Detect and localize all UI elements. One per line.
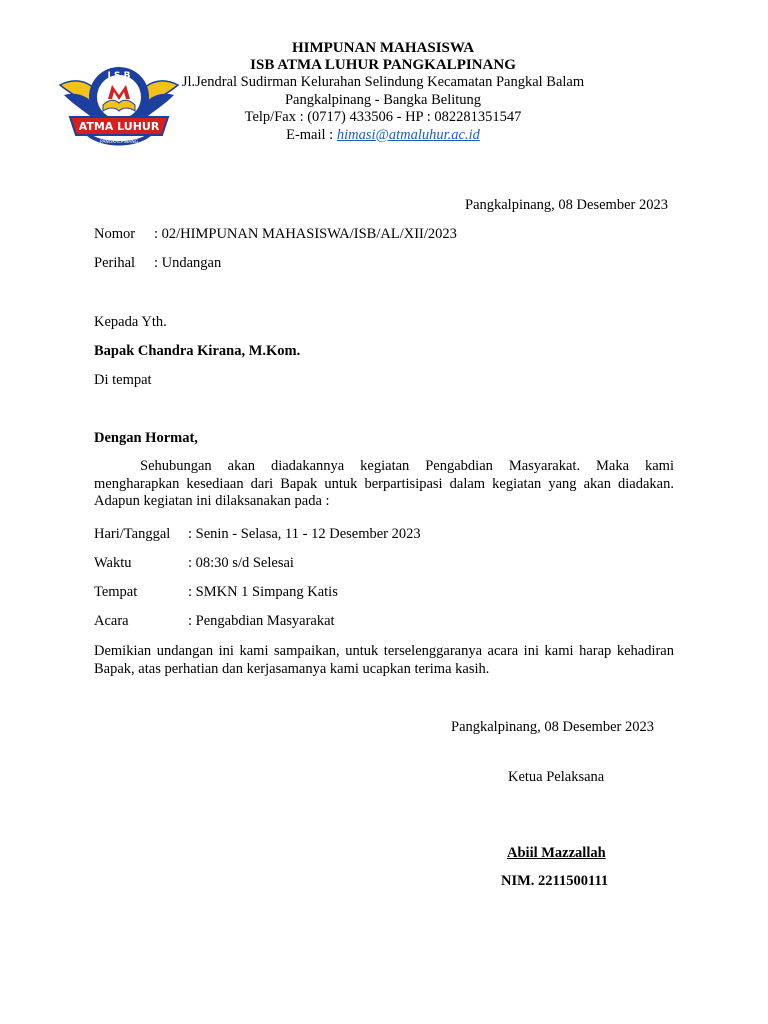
nomor-value: : 02/HIMPUNAN MAHASISWA/ISB/AL/XII/2023 [154,226,457,242]
email-label: E-mail : [286,126,337,143]
opening-paragraph: Sehubungan akan diadakannya kegiatan Pengabdian Masyarakat. Maka kami mengharapkan kesediaan dari Bapak untuk berpartisipasi dalam kegiatan yang akan diadakan. Adapun kegiatan ini dilaksanakan pada : [94,458,674,509]
nomor-label: Nomor [94,226,136,242]
detail-value-date: : Senin - Selasa, 11 - 12 Desember 2023 [188,526,421,542]
detail-label-event: Acara [94,613,129,629]
signature-date: Pangkalpinang, 08 Desember 2023 [451,719,654,735]
institution-name: ISB ATMA LUHUR PANGKALPINANG [250,57,516,73]
phone-line: Telp/Fax : (0717) 433506 - HP : 082281351547 [244,109,522,125]
detail-value-place: : SMKN 1 Simpang Katis [188,584,338,600]
salutation: Dengan Hormat, [94,430,198,446]
detail-label-date: Hari/Tanggal [94,526,171,542]
recipient-place: Di tempat [94,372,152,388]
signature-name: Abiil Mazzallah [507,845,606,861]
signature-role: Ketua Pelaksana [508,769,605,785]
detail-value-time: : 08:30 s/d Selesai [188,555,294,571]
logo-bottom-text: PANGKALPINANG [99,140,139,145]
org-name: HIMPUNAN MAHASISWA [291,40,475,56]
email-line [160,127,606,145]
perihal-label: Perihal [94,255,136,271]
detail-value-event: : Pengabdian Masyarakat [188,613,335,629]
recipient-prefix: Kepada Yth. [94,314,167,330]
logo-top-text: I S B [107,71,131,81]
letter-date: Pangkalpinang, 08 Desember 2023 [465,197,668,213]
detail-label-place: Tempat [94,584,138,600]
letterhead [160,40,606,144]
perihal-value: : Undangan [154,255,222,271]
closing-paragraph: Demikian undangan ini kami sampaikan, untuk terselenggaranya acara ini kami harap kehadiran Bapak, atas perhatian dan kerjasamanya kami ucapkan terima kasih. [94,643,674,677]
signature-id: NIM. 2211500111 [501,873,609,889]
logo-banner-text: ATMA LUHUR [78,120,160,133]
email-link[interactable]: himasi@atmaluhur.ac.id [336,126,480,143]
detail-label-time: Waktu [94,555,132,571]
address-line: Jl.Jendral Sudirman Kelurahan Selindung Kecamatan Pangkal Balam [181,74,585,90]
city-line: Pangkalpinang - Bangka Belitung [284,91,482,108]
recipient-name: Bapak Chandra Kirana, M.Kom. [94,343,301,359]
